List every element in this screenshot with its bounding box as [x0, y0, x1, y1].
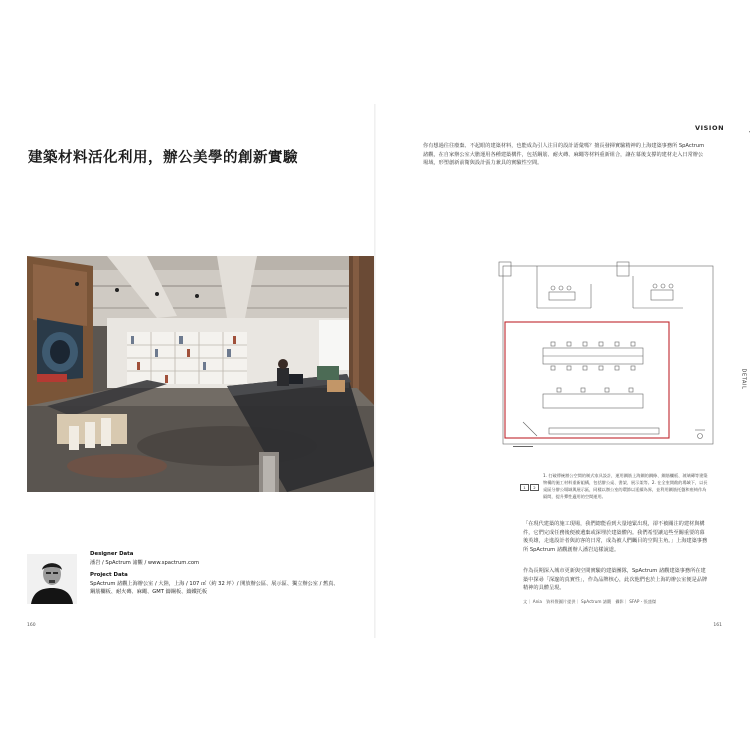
index-box-2: 2 — [530, 484, 539, 491]
office-interior-photo — [27, 256, 375, 492]
page-number-left: 160 — [27, 623, 36, 628]
left-page — [14, 104, 375, 638]
body-paragraph-1: 「在現代建築的施工現場，我們總能看到大量地緊出現，卻不被關注的建材與構件，它們完成任務後便被遺棄或深埋於建築體內。我們希望讓這些至關重要的幕後英雄，走進設計者與訪客的日常，成為被人們矚目的空間主角。」上海建築事務所 SpActrum 諸觀創辦人潘岩這樣說道。 — [523, 521, 708, 553]
headline: 建築材料活化利用，辦公美學的創新實驗 — [28, 150, 298, 166]
magazine-spread — [14, 104, 747, 638]
designer-data-heading: Designer Data — [90, 551, 134, 557]
page-number-right: 161 — [713, 623, 722, 628]
project-data-line-1: SpActrum 諸觀上海辦公室 / 大陸，上海 / 107 ㎡（約 32 坪）/ 開放辦公區、展示區、獨立辦公室 / 舊真、 — [90, 580, 339, 587]
intro-paragraph: 你有想過往往廢棄、不起眼的建築材料，也能成為引人注目的設計語彙嗎？擅長發揮實驗精神的上海建築事務所 SpActrum 諸觀，在自家辦公室大膽運用各種建築構件，包括鋼筋、耐火磚、麻繩等材料重新組合，讓在幕後支撐的建材走入日常辦公場域，形塑創新前衛與設計張力兼具的實驗性空間。 — [423, 143, 705, 167]
floor-plan-drawing — [493, 260, 721, 454]
designer-portrait — [27, 554, 77, 604]
project-data-line-2: 鋼筋欄板、耐火磚、麻繩、GMT 鑄鋼板、鑄鐵托板 — [90, 589, 208, 596]
index-box-1: 1 — [520, 484, 529, 491]
photo-index-boxes — [520, 484, 539, 491]
designer-project-info — [90, 550, 370, 597]
right-page — [375, 104, 747, 638]
photo-caption: 1. 打破傳統辦公空間的制式家具設計，運用鋼筋上海鋼的鋼條、鋼筋欄板、玻璃磚等建築物構的施工材料重新組構，包括辦公桌、書架、展示架等。2. 在全室開敞的場域下，以長桌區分辦公場域與展示區，同樣以辦公室的環節以延續為界，並利用鋼筋托盤和座椅作為隔間，提升彈性適用的空間運用。 — [543, 473, 708, 499]
section-label: VISION — [695, 124, 725, 132]
body-paragraph-2: 作為長期深入城市更新與空間實驗的建築團隊，SpActrum 諸觀建築事務所在建築中探尋「深邃的真實性」，作為品牌核心，此次他們也於上海的辦公室便是品牌精神的具體呈現。 — [523, 568, 708, 592]
side-label-text: DETAIL — [740, 368, 747, 390]
designer-data-text: 潘岩 / SpActrum 諸觀 / www.spactrum.com — [90, 559, 200, 566]
plan-highlight-frame — [505, 322, 669, 438]
credits-line: 文｜ Ania 資料暨圖片提供｜ SpActrum 諸觀 攝影｜ SFAP・張盛傑 — [523, 599, 657, 604]
project-data-heading: Project Data — [90, 572, 128, 579]
